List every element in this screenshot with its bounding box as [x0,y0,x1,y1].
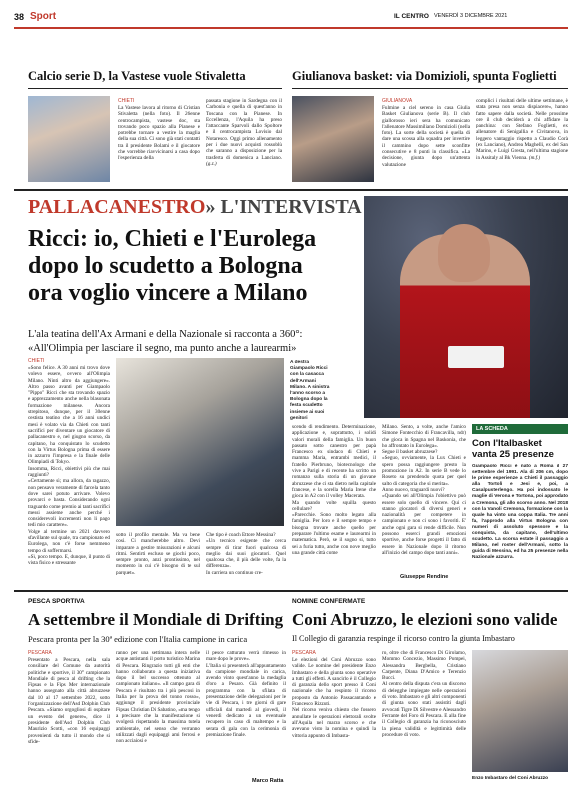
kicker: PESCARA [292,650,316,656]
page-number: 38 [14,12,25,22]
scheda-box [472,424,568,580]
jersey-logo-icon [448,346,504,368]
header-rule [14,27,568,29]
headline: Giulianova basket: via Domizioli, spunta Foglietti [292,69,557,83]
column: Le elezioni del Coni Abruzzo sono valide. Le nomine del presidente Enzo Imbastaro e della giunta sono operative a tutti gli effetti. A sancirlo è il Collegio di garanzia dello sport presso il Coni nazionale che ha respinto il ricorso proposto da Antonio Passacantando e Francesco Rizzuti. Nel ricorso veniva chiesto che fossero annullate le operazioni elettorali svolte all'Aquila nel marzo scorso e che avevano visto la nomina e quindi la vittoria appunto di Imbasta- [292,657,376,739]
kicker: CHIETI [118,98,135,104]
scheda-title-line: vanta 25 presenze [472,449,554,460]
section-label: PESCA SPORTIVA [28,598,85,605]
subhead-line: «All'Olimpia per lasciare il segno, ma punto anche a laurearmi» [28,343,297,354]
section-label: NOMINE CONFERMATE [292,598,366,605]
family-photo [116,358,284,526]
headline: Calcio serie D, la Vastese vuole Stivaletta [28,69,246,83]
signature: Giuseppe Rendine [400,574,449,580]
photo-caption: Enzo Imbastaro del Coni Abruzzo [472,776,549,781]
column: ro, oltre che di Francesco Di Girolamo, Mommo Concezio, Massimo Pompei, Alessandra Bergbella, Cristiano Carpente, Diana D'Amico e Terenzio Bucci. Al centro della disputa c'era un discorso di delegghe impiegate nelle operazioni di voto. Imbastaro e gli altri componenti di giunta sono stati assistiti dagli avvocati Tigre Di Silvestre e Alessandro Ferrante del Foro di Pescara. E alla fine il Collegio di garanzia ha riconosciuto la piena validità e legittimità delle procedure di voto. [382,650,466,738]
column: Che tipo è coach Ettore Messina? «Un tecnico esigente che cerca sempre di tirar fuori qualcosa di meglio dai suoi giocatori. Quel qualcosa che, il più delle volte, fa la differenza». In carriera un continuo cre- [206,532,286,576]
signature: Marco Ratta [252,778,284,784]
column [206,98,282,182]
stivaletta-photo [28,96,110,182]
kicker-sub: » L'INTERVISTA [205,196,362,218]
column: sotto il profilo mentale. Ma va bene così. Ci mancherebbe altro. Devi imparare a gestire misurazioni e alcuni ritmi. Sentirti escluso se giochi poco, sempre pronto, anzi prontissimo, nel momento in cui c'è bisogno di te sul parquet». [116,532,200,576]
headline: A settembre il Mondiale di Drifting [28,610,284,629]
column: scendo di rendimento. Determinazione, applicazione e, soprattutto, i solidi valori morali della famiglia. Un buon passato sotto canestro per papà Francesco ex sindaco di Chieti e mamma Maria, entrambi medici, il fratello Pierbruno, biotecnologo che vive a Parigi e di recente ha scritto un romanzo sulla storia di un giovane abruzzese che ci sta dietro nella capitale francese, e la sorella Maria Irene che gioca in A2 con il volley Macerata. Ma quando volte squilla questo cellulare? «Parecchie. Sono molto legato alla famiglia. Per loro e il sempre tempo e bisogna trovare anche quello per preparare l'ultimo esame e laurearmi in matematica. Però, se il sogno si, tutto sei a furia tutto, anche con nove meglio una grande città come [292,424,376,556]
column: Presentato a Pescara, nella sala consiliare del Comune da autorità politiche e sportive, il 30° campionato Mondiale di pesca al drifting che la Fipsas e la Fips Mer internazionale hanno assegnato alla città abruzzese dal 10 al 17 settembre 2022, sotto l'organizzazione dell'Asd Dolphin Club Pescara. «Siamo orgogliosi di ospitare un evento del genere», dice il presidente dell'Asd Dolphin Club Maurizio Scotti, «con 16 equipaggi provenienti da tutto il mondo che si sfide- [28,657,110,745]
imbastaro-photo [472,650,568,772]
headline-line: Ricci: io, Chieti e l'Eurolega [28,226,317,252]
scheda-label: LA SCHEDA [472,424,568,434]
column: il pesce catturato verrà rimesso in mare dopo le prove». L'Italia si presenterà all'appuntamento da campione mondiale in carica, avendo vinto quest'anno la medaglia d'oro a Pesaro. Già definito il programma con la sfilata di presentazione delle delegazioni per le vie di Pescara, i tre giorni di gare ufficiali dal martedì al giovedì, il venerdì dedicato a un eventuale recupero in caso di maltempo e la serata di gala con la cerimonia di premiazione finale. [206,650,286,738]
divider [28,88,282,89]
headline-line: dopo lo scudetto a Bologna [28,253,303,279]
subhead: Pescara pronta per la 30ª edizione con l'Italia campione in carica [28,634,248,644]
column: Milano. Sento, a volte, anche l'amico Simone Fontecchio di Francavilla, ndr) che gioca in Spagna nel Baskonia, che ho affrontato in Eurolega». Segue il basket abruzzese? «Seguo, ovviamente, la Lux Chieti e spero possa raggiungere presto la promozione in A2. In serie B vede lo Roseto su prendendo quota per quel salto di categoria che si merita». Anno nuovo, traguardi nuovi? «Quando sei all'Olimpia l'obiettivo può essere solo quello di vincere. Qui ci stanno giocatori di diversi generi e nazionalità per competere in campionato e non ci sono i favoriti. E' anche ogni gara si rende difficile. Non possono esserci grandi emozioni sportive, anche forse progetti il fatto di essere in Nazionale dopo il ritorno all'inizio del campo dopo tanti anni». [382,424,466,556]
issue-date: VENERDÌ 3 DICEMBRE 2021 [434,13,508,19]
scheda-title-line: Con l'Italbasket [472,438,542,449]
ricci-milano-photo [364,196,568,418]
player-head [438,224,490,282]
domizioli-photo [292,96,374,182]
column: ranno per una settimana intera nelle acque antistanti il porto turistico Marina di Pescara. Ringrazio tutti gli enti che hanno collaborato a questa iniziativa dopo il bel successo ottenuto al campionato italiano». «Il campo gara di Pescara è risultato tra i più pescosi in Italia per la prova del tonno rosso», aggiunge il presidente provinciale Fipsas Christian Di Sabatino, «ma tengo a precisare che la manifestazione si svolgerà rispettando la massima tutela ambientale, nel senso che verranno utilizzati dagli equipaggi ami ferrosi e non acciaiosi e [116,650,200,745]
scheda-text: Giampaolo Ricci è nato a Roma il 27 settembre del 1991. Ala di 206 cm, dopo le prime esperienze a Chieti il passaggio alla Tortolì e Jesi e, poi, a Casalpusterlengo. Ha poi indossato le maglie di Verona e Tortona, poi approdato a Cremona, gli allo scorso anno. Nel 2018 con la Vanoli Cremona, formazione con la quale ha vinto una coppa Italia. Tre anni fa, l'approdo alla Virtus Bologna con numeri di assoluto spessore e la conquista, da capitano, dell'ultimo scudetto. La scorsa estate il passaggio a Milano, nel roster dell'Armani, sotto la guida di Messina, ed ha 25 presenze nella Nazionale azzurra. [472,464,568,561]
headline: Coni Abruzzo, le elezioni sono valide [292,610,558,629]
signature: (m.f.) [528,154,541,161]
column-text: passata stagione in Sardegna con il Carbonia e quella di quest'anno in Toscana con la Pianese. In Eccellenza, l'Aquila ha preso l'attaccante Sparvoli dallo Spoltore e il centrocampista Lovisio dal Notaresco. Oggi primo allenamento per i due nuovi acquisti rossoblù che saranno a disposizione per la trasferta di domenica a Lanciano. [206,98,282,161]
divider [292,88,568,89]
feature-headline [28,226,358,307]
kicker: CHIETI [28,358,45,364]
column-text: complici i risultati delle ultime settimane, è stata presa non senza dispiacere», hanno fatto sapere dalla società. Nelle prossime ore il club deciderà a chi affidare la panchina: con Stefano Foglietti, ex allenatore di Senigallia e Civitanova, in leggero vantaggio rispetto a Claudio Corà (ex Lanciano), Andrea Maghelli, ex del San Marino, e Luigi Gresta, nell'ultima stagione in Assitaly al Bk Vienna. [476,98,568,161]
kicker: PESCARA [28,650,52,656]
subhead-line: L'ala teatina dell'Ax Armani e della Nazionale si racconta a 360°: [28,329,303,340]
subhead: Il Collegio di garanzia respinge il ricorso contro la giunta Imbastaro [292,634,515,643]
kicker-main: PALLACANESTRO [28,196,206,218]
column [476,98,568,182]
section-rule [14,590,568,592]
column: La Vastese lavora al ritorno di Cristian Stivaletta (nella foto). Il 26enne centrocampista, vastese doc, sta trovando poco spazio alla Pianese e potrebbe tornare a vestire la maglia della sua città. Ci sono già stati contatti tra il presidente Bolami e il giocatore che vorrebbe riavvicinarsi a casa dopo l'esperienza della [118,105,200,162]
feature-subhead [28,328,358,356]
column: «Sono felice. A 30 anni mi trovo dove volevo essere, ovvero all'Olimpia Milano. Ninti altro da aggiungere». Altro passo avanti per Giampaolo "Pippo" Ricci che sta trovando spazio e apprezzamento anche nella blasonata formazione milanese. Ancora strepitoso, dunque, per il 30enne cestista teatino che a 16 anni undici mesi è volato via da Chieti con tanti sacrifici per diventare un giocatore di pallacanestro e, nel giugno scorso, da capitano, ha conquistato lo scudetto con la Virtus Bologna prima di essere in azzurro l'impresa e la finale delle Olimpiadi di Tokyo. Insomma, Ricci, obiettivi più che mai raggiunti? «Certamente sì; ma allora, da ragazzo, non pensavo veramente di farcela tanto dove sarei potuto arrivare. Volevo provarci e basta. Considerando ogni traguardo come premio ai tanti sacrifici messi assieme anche perché i considerevoli incrementi non li pago tedi mio carattere». Volge al termine un 2021 davvero sfavillante sul quale, tra campionato ed Eurolega, non c'è forse nemmeno tempo di soffermarsi. «Sì, poco tempo. E, dunque, il punto di vista fisico e stressante [28,365,110,567]
section-rule [14,189,568,191]
section-name: Sport [30,11,57,22]
page-header [14,11,568,25]
scheda-title [472,438,568,460]
feature-kicker [28,196,362,219]
photo-caption: A destra Giampaolo Ricci con la casacca dell'Armani Milano. A sinistra l'anno scorso a Bologna dopo la festa scudetto insieme ai suoi genitori [290,360,330,421]
headline-line: ora voglio vincere a Milano [28,280,308,306]
kicker: GIULIANOVA [382,98,413,104]
brand-name: IL CENTRO [394,13,429,20]
column: Fulmine a ciel sereno in casa Giulia Basket Giulianova (serie B). Il club giallorosso ieri sera ha comunicato l'allenatore Massimiliano Domizioli (nella foto). La sorte della società è quella di dare una scossa alla squadra per invertire il cammino dopo sette sconfitte consecutive e 8 punti in classifica. «La decisione, giunta dopo un'attenta valutazione [382,105,470,168]
signature: (g.z.) [206,160,217,167]
